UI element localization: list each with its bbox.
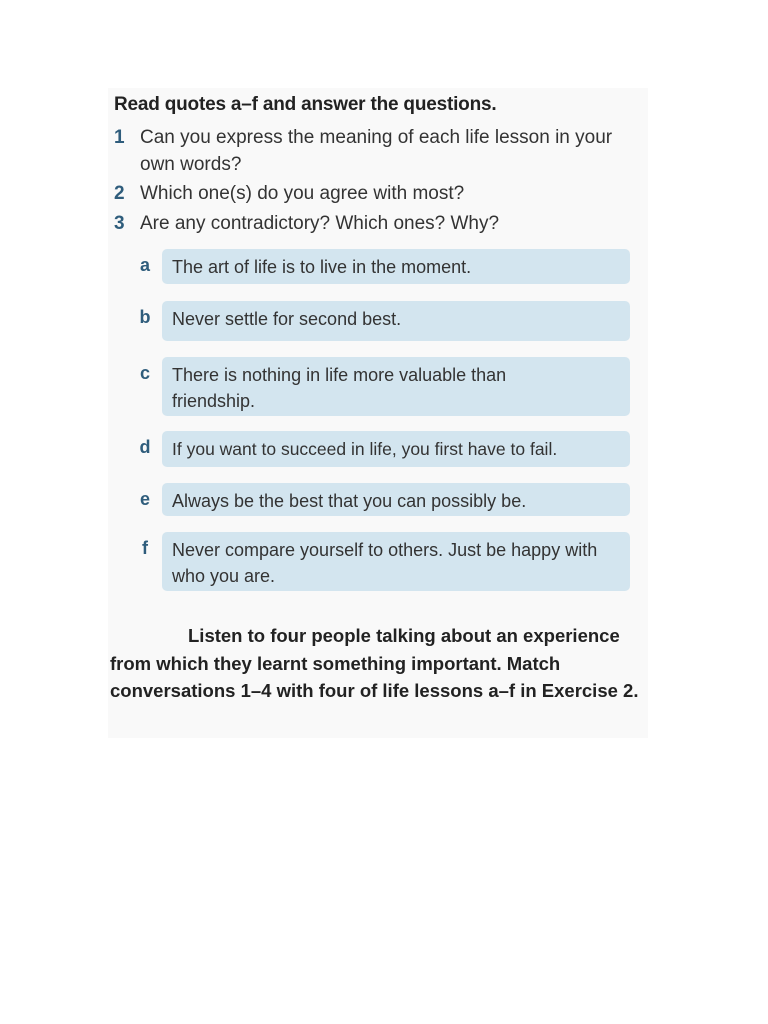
- task-text: Listen to four people talking about an experience from which they learnt something important. Match conversations 1–4 with four of life lessons a–f in Exercise 2.: [110, 625, 639, 701]
- quote-e: [132, 483, 630, 516]
- question-3: [114, 210, 636, 237]
- question-2: [114, 180, 636, 207]
- quote-letter: d: [139, 437, 151, 457]
- quote-letter: f: [142, 538, 148, 558]
- quote-letter: c: [139, 363, 150, 383]
- question-text: Are any contradictory? Which ones? Why?: [140, 213, 500, 234]
- quote-d: [132, 431, 630, 467]
- quote-text: If you want to succeed in life, you first have to fail.: [162, 431, 630, 467]
- quote-text: Always be the best that you can possibly be.: [162, 483, 630, 516]
- question-number: 3: [114, 213, 125, 234]
- quote-c: [132, 357, 630, 416]
- question-text: Can you express the meaning of each life lesson in your own words?: [140, 127, 613, 175]
- quote-letter: b: [139, 307, 151, 327]
- quote-text: The art of life is to live in the moment.: [162, 249, 630, 284]
- question-text: Which one(s) do you agree with most?: [140, 183, 465, 204]
- quote-text: Never settle for second best.: [162, 301, 630, 341]
- quote-letter: a: [139, 255, 150, 275]
- question-number: 2: [114, 183, 125, 204]
- quote-text: There is nothing in life more valuable than friendship.: [162, 357, 630, 416]
- quote-f: [132, 532, 630, 591]
- quote-text: Never compare yourself to others. Just be happy with who you are.: [162, 532, 630, 591]
- listening-task: [110, 622, 640, 705]
- question-1: [114, 124, 636, 178]
- quote-a: [132, 249, 630, 284]
- quote-b: [132, 301, 630, 341]
- exercise-heading: Read quotes a–f and answer the questions.: [114, 94, 497, 115]
- quote-letter: e: [139, 489, 150, 509]
- question-number: 1: [114, 127, 125, 148]
